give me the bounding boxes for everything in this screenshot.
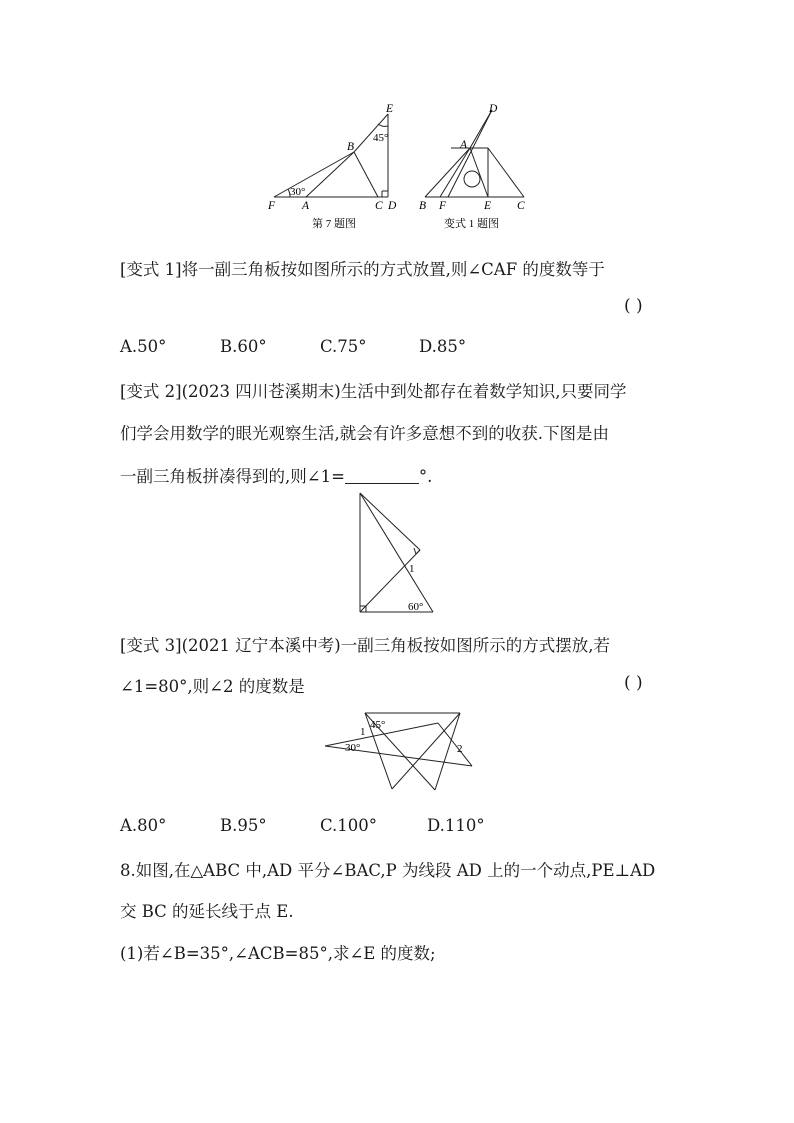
variant-1-answer-bracket: ( ) (624, 296, 643, 316)
fig-v3-angle-30: 30° (345, 742, 361, 754)
figv1-label-F: F (439, 200, 447, 212)
variant-1-option-c: C.75° (320, 337, 367, 356)
fig-v2-angle-1: 1 (409, 563, 415, 575)
variant-3-option-d: D.110° (427, 816, 485, 835)
fig-v3-label-1: 1 (360, 726, 366, 738)
fig7-angle-30: 30° (290, 186, 306, 198)
variant-3-option-b: B.95° (220, 816, 267, 835)
figure-variant-1 (414, 100, 534, 235)
fig-v3-angle-45: 45° (370, 719, 386, 731)
question-8-sub-1: (1)若∠B=35°,∠ACB=85°,求∠E 的度数; (120, 944, 436, 963)
fig-v3-label-2: 2 (457, 743, 463, 755)
variant-3-option-a: A.80° (120, 816, 167, 835)
figv1-label-C: C (517, 200, 525, 212)
variant-2-line-3-prefix: 一副三角板拼凑得到的,则∠1= (120, 467, 345, 486)
figv1-caption: 变式 1 题图 (444, 218, 499, 230)
figure-variant-3 (320, 704, 480, 798)
question-8-line-2: 交 BC 的延长线于点 E. (120, 902, 294, 921)
question-8-line-1: 8.如图,在△ABC 中,AD 平分∠BAC,P 为线段 AD 上的一个动点,PE⊥AD (120, 861, 656, 880)
variant-2-line-2: 们学会用数学的眼光观察生活,就会有许多意想不到的收获.下图是由 (120, 424, 609, 443)
fig7-label-C: C (375, 200, 383, 212)
figure-variant-2 (350, 488, 440, 616)
variant-3-option-c: C.100° (320, 816, 378, 835)
fig-v2-angle-60: 60° (408, 601, 424, 613)
fig7-label-A: A (302, 200, 310, 212)
variant-1-option-b: B.60° (220, 337, 267, 356)
variant-3-line-1: [变式 3](2021 辽宁本溪中考)一副三角板按如图所示的方式摆放,若 (120, 636, 610, 655)
variant-2-line-1: [变式 2](2023 四川苍溪期末)生活中到处都存在着数学知识,只要同学 (120, 382, 627, 401)
variant-2-line-3 (120, 463, 432, 487)
variant-1-question-text: [变式 1]将一副三角板按如图所示的方式放置,则∠CAF 的度数等于 (120, 260, 605, 279)
variant-3-line-2: ∠1=80°,则∠2 的度数是 (120, 677, 305, 696)
fig7-label-E: E (386, 103, 394, 115)
figv1-label-E: E (484, 200, 492, 212)
figv1-label-D: D (489, 103, 498, 115)
variant-1-option-a: A.50° (120, 337, 167, 356)
fig7-label-F: F (268, 200, 276, 212)
figv1-label-A: A (460, 139, 468, 151)
figv1-label-B: B (419, 200, 427, 212)
variant-1-option-d: D.85° (419, 337, 467, 356)
fig7-caption: 第 7 题图 (312, 218, 356, 230)
figure-7 (262, 100, 412, 235)
variant-3-answer-bracket: ( ) (624, 673, 643, 693)
fig7-angle-45: 45° (373, 132, 389, 144)
fig7-label-B: B (347, 141, 355, 153)
variant-2-answer-blank[interactable] (345, 467, 419, 484)
variant-2-line-3-suffix: °. (418, 467, 433, 486)
fig7-label-D: D (388, 200, 397, 212)
